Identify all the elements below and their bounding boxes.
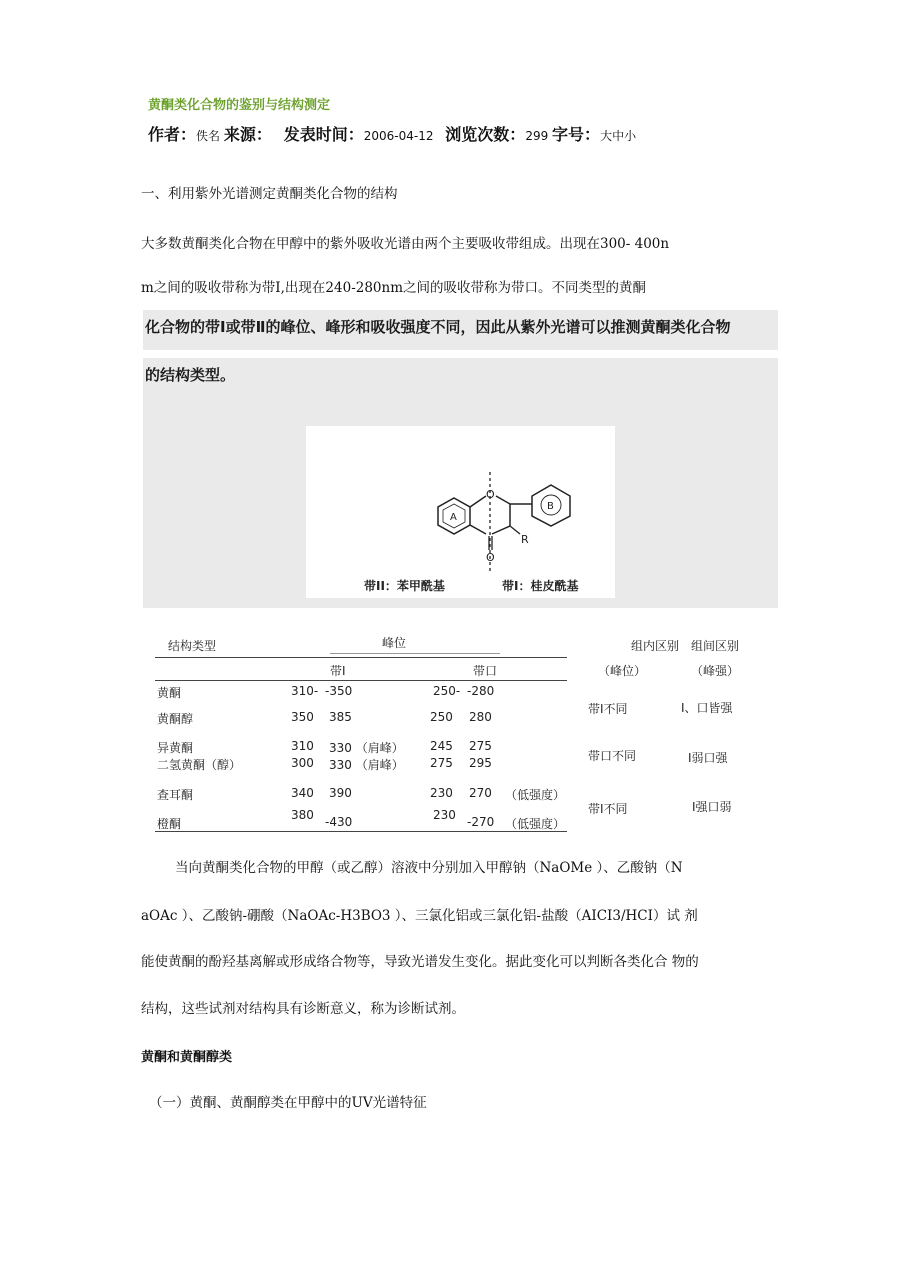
article-title[interactable]: 黄酮类化合物的鉴别与结构测定 [148,98,331,113]
time-value: 2006-04-12 [363,129,434,143]
header-group-in: 组内区别 [631,639,680,653]
carbonyl-oxygen-label: O [486,551,495,564]
header-band1: 带I [330,664,346,678]
paragraph-line: aOAc ）、乙酸钠-硼酸（NaOAc-H3BO3 ）、三氯化铝或三氯化铝-盐酸（AICI3/HCI）试 剂 [141,908,698,924]
caption-band1: 带Ⅰ：桂皮酰基 [502,579,579,593]
paragraph-line: m之间的吸收带称为带I,出现在240-280nm之间的吸收带称为带口。不同类型的黄酮 [141,280,647,296]
row-name: 二氢黄酮（醇） [157,758,242,772]
font-size-label: 字号： [552,125,601,144]
highlight-text: 的结构类型。 [145,366,236,384]
paragraph-line: 能使黄酮的酚羟基离解或形成络合物等，导致光谱发生变化。据此变化可以判断各类化合 物的 [141,954,699,970]
views-value: 299 [525,129,549,143]
source-label: 来源： [223,125,272,144]
row-band2: 230 [430,786,453,800]
row-band1: 350 [291,710,314,724]
row-band1-end: 330 （肩峰） [329,741,404,755]
row-band2: 275 [430,756,453,770]
paragraph-line: 结构，这些试剂对结构具有诊断意义，称为诊断试剂。 [141,1001,465,1017]
header-band2: 带口 [473,664,498,678]
caption-band2: 带II：苯甲酰基 [364,579,445,593]
row-name: 黄酮醇 [157,712,194,726]
ring-oxygen-label: O [486,488,495,501]
row-name: 异黄酮 [157,741,194,755]
subheader-peak-intensity: （峰强） [691,664,740,678]
subsection-subheading: （一）黄酮、黄酮醇类在甲醇中的UV光谱特征 [149,1095,427,1111]
highlight-text: 化合物的带Ⅰ或带Ⅱ的峰位、峰形和吸收强度不同，因此从紫外光谱可以推测黄酮类化合物 [145,318,731,336]
subsection-heading: 黄酮和黄酮醇类 [141,1050,233,1065]
row-band2-end: 280 [469,710,492,724]
r-group-label: R [521,533,529,546]
views-label: 浏览次数： [445,125,526,144]
time-label: 发表时间： [283,125,364,144]
row-band1: 300 [291,756,314,770]
row-band2: 250- [433,684,461,698]
row-band2-end: 295 [469,756,492,770]
row-band1: 310 [291,739,314,753]
row-name: 橙酮 [157,817,182,831]
flavonoid-structure-figure [306,426,615,598]
ring-b-label: B [547,501,554,512]
row-band2: 250 [430,710,453,724]
row-band1: 310- [291,684,319,698]
author-label: 作者： [148,125,197,144]
author-value: 佚名 [196,129,221,143]
row-band1: 380 [291,808,314,822]
ring-a-label: A [450,512,457,523]
group-between-difference: I弱口强 [688,751,728,765]
group-between-difference: I、口皆强 [681,701,733,715]
article-meta [148,122,636,145]
subheader-peak-position: （峰位） [598,664,647,678]
section-heading: 一、利用紫外光谱测定黄酮类化合物的结构 [141,186,398,202]
group-between-difference: I强口弱 [692,800,732,814]
paragraph-line: 大多数黄酮类化合物在甲醇中的紫外吸收光谱由两个主要吸收带组成。出现在300- 400n [141,236,670,252]
row-band2: 230 [433,808,456,822]
row-band1-end: 330 （肩峰） [329,758,404,772]
row-band1-end: 385 [329,710,352,724]
group-in-difference: 带I不同 [588,702,628,716]
row-band2-end: -280 [467,684,495,698]
row-band1-end: 390 [329,786,352,800]
row-band1-end: -350 [325,684,353,698]
row-name: 黄酮 [157,686,182,700]
row-note: （低强度） [505,788,566,802]
group-in-difference: 带I不同 [588,802,628,816]
row-band2-end: -270 [467,815,495,829]
header-peak: 峰位 [382,636,407,650]
row-band2: 245 [430,739,453,753]
font-size-options[interactable]: 大中小 [600,129,637,143]
row-band2-end: 275 [469,739,492,753]
row-band1-end: -430 [325,815,353,829]
row-note: （低强度） [505,817,566,831]
group-in-difference: 带口不同 [588,749,637,763]
row-band2-end: 270 [469,786,492,800]
paragraph-line: 当向黄酮类化合物的甲醇（或乙醇）溶液中分别加入甲醇钠（NaOMe ）、乙酸钠（N [175,860,683,876]
header-group-between: 组间区别 [691,639,740,653]
header-structure: 结构类型 [168,639,217,653]
structure-diagram [306,426,615,598]
row-name: 查耳酮 [157,788,194,802]
row-band1: 340 [291,786,314,800]
